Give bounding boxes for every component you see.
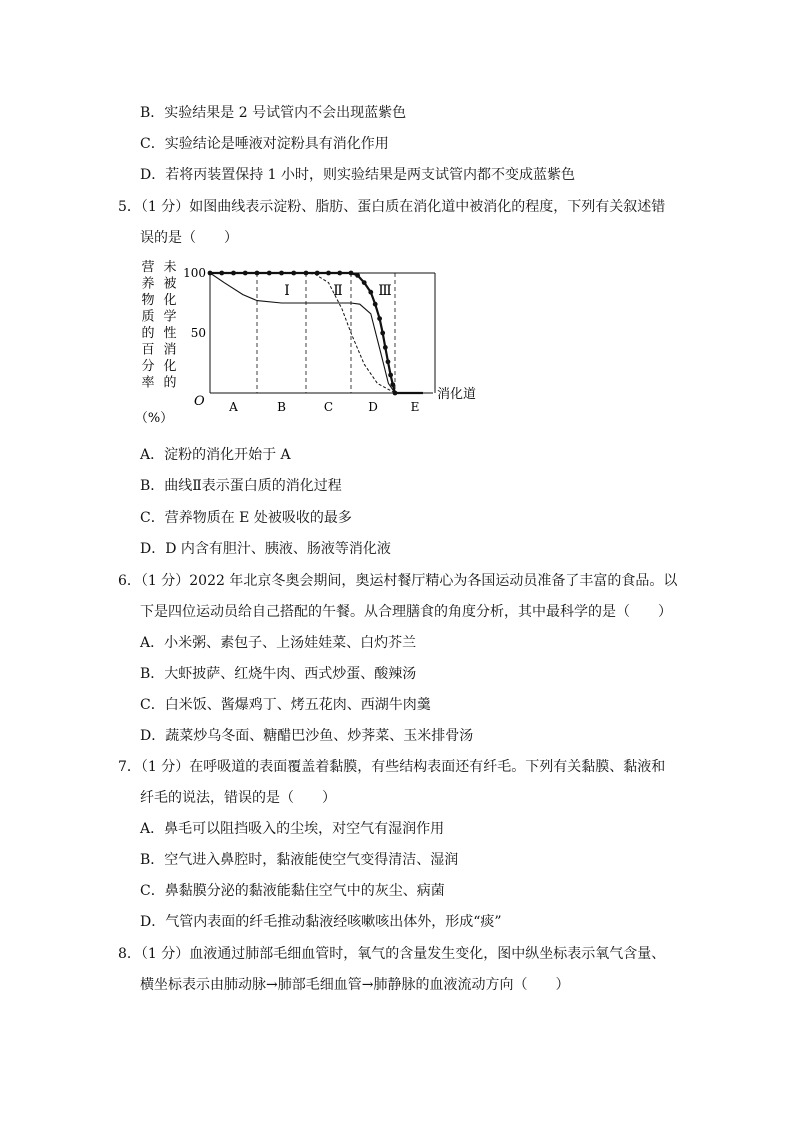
series-point (390, 382, 395, 387)
series-point (304, 271, 309, 276)
y-label-left-char: 百 (141, 342, 155, 358)
prev-option-c: C．实验结论是唾液对淀粉具有消化作用 (140, 136, 389, 152)
series-point (362, 280, 367, 285)
series-point (349, 271, 354, 276)
digestion-chart (130, 255, 510, 430)
y-label-left-char: 质 (141, 309, 155, 325)
x-tick-label: C (323, 400, 334, 414)
series-point (267, 271, 272, 276)
x-axis-label: 消化道 (437, 387, 477, 402)
y-label-right-char: 学 (163, 309, 177, 325)
y-label-right-char: 化 (163, 359, 177, 374)
q5-option-b: B．曲线Ⅱ表示蛋白质的消化过程 (140, 478, 342, 494)
series-point (373, 302, 378, 307)
series-point (386, 359, 391, 364)
q6-option-c: C．白米饭、酱爆鸡丁、烤五花肉、西湖牛肉羹 (140, 697, 431, 713)
q7-option-a: A．鼻毛可以阻挡吸入的尘埃，对空气有湿润作用 (140, 821, 445, 837)
series-point (355, 273, 360, 278)
series-point (208, 271, 213, 276)
y-label-right-char: 消 (163, 342, 177, 358)
series-point (231, 271, 236, 276)
series-point (243, 271, 248, 276)
series-point (368, 290, 373, 295)
x-tick-label: D (368, 400, 378, 414)
y-label-right-char: 未 (163, 260, 177, 275)
q7-option-c: C．鼻黏膜分泌的黏液能黏住空气中的灰尘、病菌 (140, 883, 445, 899)
series-point (315, 271, 320, 276)
origin-label: O (194, 394, 205, 409)
y-label-left-char: 的 (141, 326, 155, 341)
y-label-left-char: 营 (141, 260, 155, 275)
y-tick-label: 50 (190, 326, 206, 340)
q6-stem-line2: 下是四位运动员给自己搭配的午餐。从合理膳食的角度分析，其中最科学的是（ ） (140, 604, 672, 620)
x-tick-label: A (229, 400, 238, 414)
curve-label: Ⅲ (378, 283, 392, 299)
y-label-right-char: 的 (163, 375, 177, 391)
q7-option-b: B．空气进入鼻腔时，黏液能使空气变得清洁、湿润 (140, 852, 459, 868)
series-point (393, 391, 398, 396)
y-label-right-char: 被 (163, 276, 177, 292)
series-point (326, 271, 331, 276)
series-point (219, 271, 224, 276)
y-label-left-char: 分 (141, 359, 155, 374)
q5-stem-line1: 5．（1 分）如图曲线表示淀粉、脂肪、蛋白质在消化道中被消化的程度，下列有关叙述错 (118, 199, 666, 215)
y-label-left-char: 物 (141, 293, 155, 308)
series-point (279, 271, 284, 276)
x-tick-label: E (410, 400, 420, 414)
curve-label: Ⅰ (284, 283, 290, 299)
q8-stem-line1: 8．（1 分）血液通过肺部毛细血管时，氧气的含量发生变化，图中纵坐标表示氧气含量、 (118, 946, 666, 962)
q6-option-d: D．蔬菜炒乌冬面、糖醋巴沙鱼、炒荠菜、玉米排骨汤 (140, 728, 474, 744)
q5-option-c: C．营养物质在 E 处被吸收的最多 (140, 510, 352, 526)
y-label-left-char: 率 (141, 375, 155, 391)
q5-option-d: D．D 内含有胆汁、胰液、肠液等消化液 (140, 541, 391, 557)
q7-stem-line1: 7．（1 分）在呼吸道的表面覆盖着黏膜，有些结构表面还有纤毛。下列有关黏膜、黏液和 (118, 759, 666, 775)
q5-option-a: A．淀粉的消化开始于 A (140, 447, 291, 463)
prev-option-b: B．实验结果是 2 号试管内不会出现蓝紫色 (140, 105, 407, 121)
series-point (377, 316, 382, 321)
prev-option-d: D．若将丙装置保持 1 小时，则实验结果是两支试管内都不变成蓝紫色 (140, 167, 576, 183)
series-point (383, 345, 388, 350)
y-label-right-char: 性 (163, 326, 177, 341)
y-label-right (163, 259, 176, 391)
curve-label: Ⅱ (333, 283, 343, 299)
y-label-left (141, 260, 154, 391)
q7-option-d: D．气管内表面的纤毛推动黏液经咳嗽咳出体外，形成“痰” (140, 914, 502, 930)
q5-stem-line2: 误的是（ ） (140, 230, 238, 246)
q8-stem-line2: 横坐标表示由肺动脉→肺部毛细血管→肺静脉的血液流动方向（ ） (140, 977, 570, 993)
y-tick-label: 100 (183, 266, 206, 280)
q6-option-a: A．小米粥、素包子、上汤娃娃菜、白灼芥兰 (140, 635, 417, 651)
y-label-left-char: 养 (141, 276, 155, 292)
x-tick-label: B (277, 400, 286, 414)
q6-stem-line1: 6．（1 分）2022 年北京冬奥会期间，奥运村餐厅精心为各国运动员准备了丰富的食品。以 (118, 573, 678, 589)
series-point (388, 373, 393, 378)
series-point (291, 271, 296, 276)
y-label-right-char: 化 (163, 293, 177, 308)
y-label-unit: （%） (134, 411, 174, 426)
series-point (255, 271, 260, 276)
series-point (380, 331, 385, 336)
q6-option-b: B．大虾披萨、红烧牛肉、西式炒蛋、酸辣汤 (140, 666, 417, 682)
series-point (337, 271, 342, 276)
q7-stem-line2: 纤毛的说法，错误的是（ ） (140, 790, 336, 806)
